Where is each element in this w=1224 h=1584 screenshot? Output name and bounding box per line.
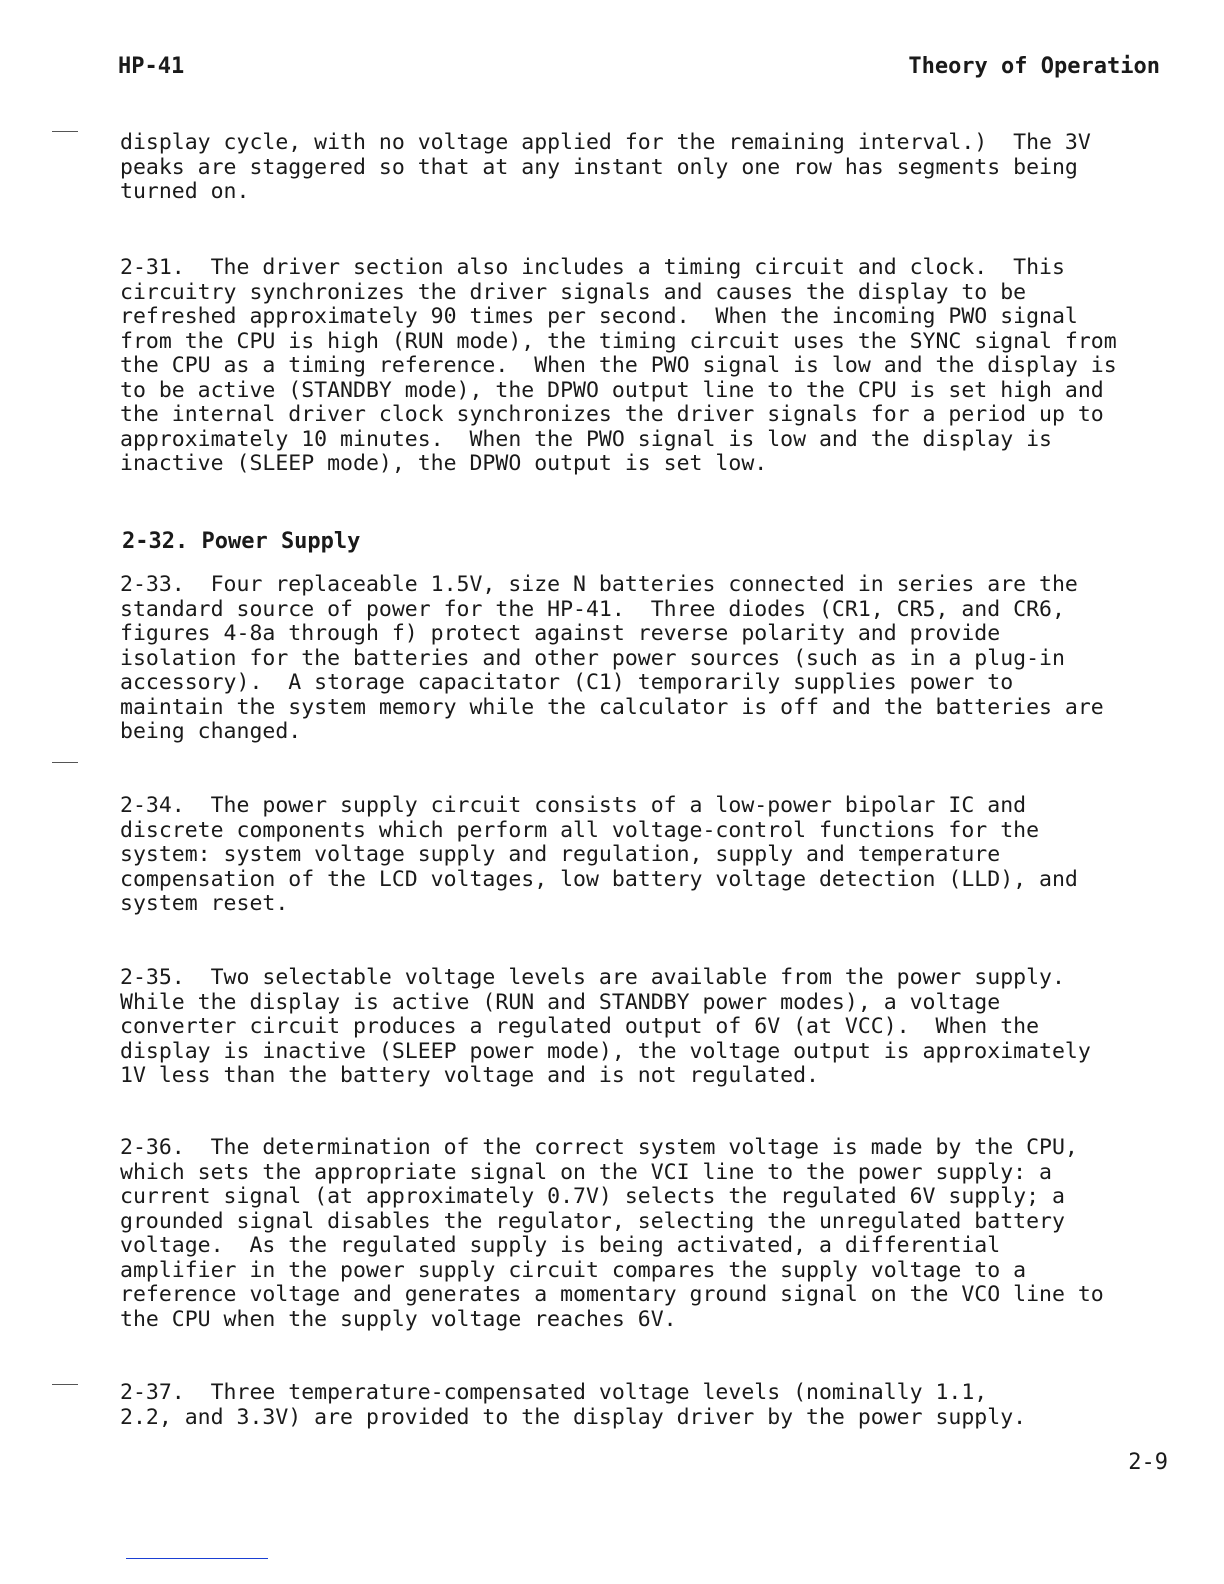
paragraph-2-36: 2-36. The determination of the correct system voltage is made by the CPU, which sets the appropriate signal on the VCI line to the power supply: a current signal (at approximately 0.7V) selects the regulated 6V supply; a grounded signal disables the regulator, selecting the unregulated battery voltage. As the regulated supply is being activated, a differential amplifier in the power supply circuit compares the supply voltage to a reference voltage and generates a momentary ground signal on the VCO line to the CPU when the supply voltage reaches 6V.: [120, 1135, 1104, 1332]
paragraph-2-34: 2-34. The power supply circuit consists of a low-power bipolar IC and discrete components which perform all voltage-control functions for the system: system voltage supply and regulation, supply and temperature compensation of the LCD voltages, low battery voltage detection (LLD), and system reset.: [120, 793, 1078, 916]
paragraph-2-37: 2-37. Three temperature-compensated voltage levels (nominally 1.1, 2.2, and 3.3V) are provided to the display driver by the power supply.: [120, 1380, 1027, 1430]
margin-mark: [52, 1384, 78, 1385]
page-number: 2-9: [1128, 1450, 1168, 1475]
paragraph-2-33: 2-33. Four replaceable 1.5V, size N batteries connected in series are the standard source of power for the HP-41. Three diodes (CR1, CR5, and CR6, figures 4-8a through f) protect against reverse polarity and provide isolation for the batteries and other power sources (such as in a plug-in accessory). A storage capacitator (C1) temporarily supplies power to maintain the system memory while the calculator is off and the batteries are being changed.: [120, 572, 1104, 744]
margin-mark: [52, 131, 78, 132]
section-heading-power-supply: 2-32. Power Supply: [122, 529, 361, 554]
scan-artifact-line: [126, 1558, 268, 1559]
paragraph-2-35: 2-35. Two selectable voltage levels are available from the power supply. While the display is active (RUN and STANDBY power modes), a voltage converter circuit produces a regulated output of 6V (at VCC). When the display is inactive (SLEEP power mode), the voltage output is approximately 1V less than the battery voltage and is not regulated.: [120, 965, 1091, 1088]
paragraph-continued: display cycle, with no voltage applied for the remaining interval.) The 3V peaks are staggered so that at any instant only one row has segments being turned on.: [120, 130, 1091, 204]
paragraph-2-31: 2-31. The driver section also includes a timing circuit and clock. This circuitry synchronizes the driver signals and causes the display to be refreshed approximately 90 times per second. When the incoming PWO signal from the CPU is high (RUN mode), the timing circuit uses the SYNC signal from the CPU as a timing reference. When the PWO signal is low and the display is to be active (STANDBY mode), the DPWO output line to the CPU is set high and the internal driver clock synchronizes the driver signals for a period up to approximately 10 minutes. When the PWO signal is low and the display is inactive (SLEEP mode), the DPWO output is set low.: [120, 255, 1117, 476]
running-header-product: HP-41: [118, 54, 185, 79]
margin-mark: [52, 762, 78, 763]
running-header-section: Theory of Operation: [908, 54, 1160, 79]
